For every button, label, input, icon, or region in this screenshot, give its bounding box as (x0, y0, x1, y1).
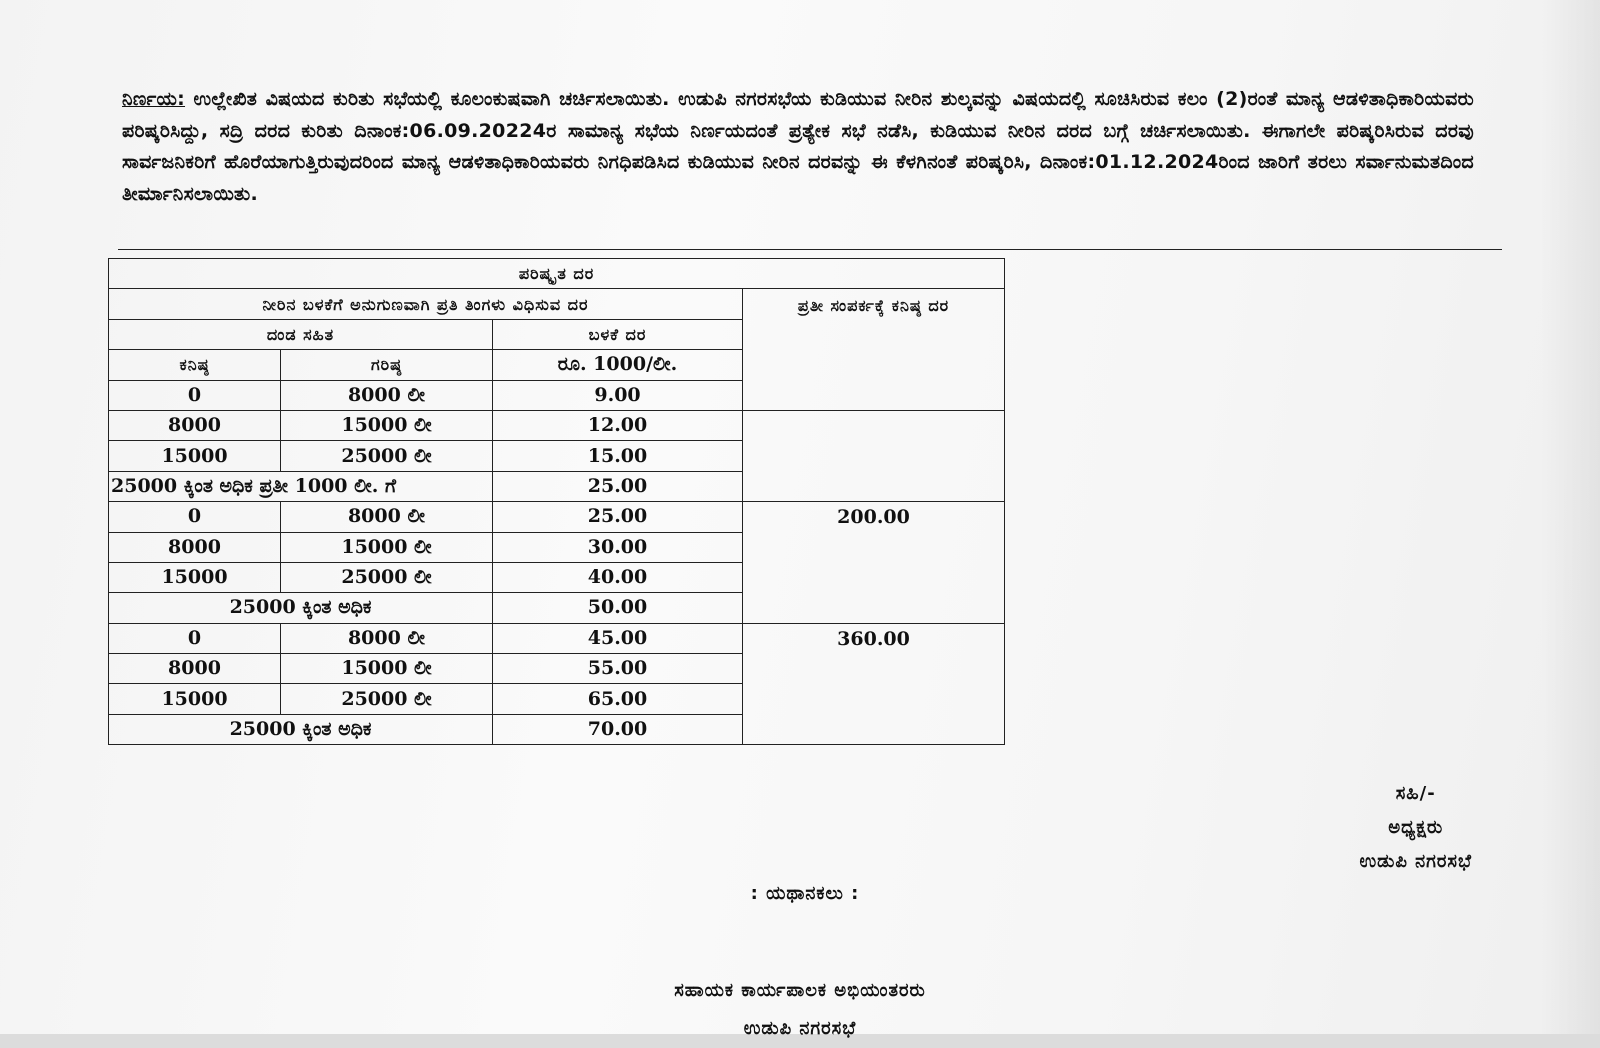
slab-rate: 25.00 (493, 471, 743, 501)
min-header: ಕನಿಷ್ಠ (109, 350, 281, 380)
table-row (109, 502, 1005, 532)
signature-block (1359, 777, 1472, 879)
slab-from: 8000 (109, 654, 281, 684)
slab-to: 15000 ಲೀ (281, 410, 493, 440)
slab-from: 0 (109, 380, 281, 410)
slab-rate: 70.00 (493, 714, 743, 744)
slab-rate: 65.00 (493, 684, 743, 714)
slab-above: 25000 ಕ್ಕಿಂತ ಅಧಿಕ (109, 714, 493, 744)
slab-rate: 40.00 (493, 562, 743, 592)
table-row (109, 441, 1005, 471)
table-row (109, 259, 1005, 289)
table-row (109, 623, 1005, 653)
revised-rate-table (108, 258, 1005, 745)
decision-paragraph (122, 84, 1474, 210)
slab-from: 15000 (109, 684, 281, 714)
slab-from: 15000 (109, 441, 281, 471)
slab-from: 8000 (109, 410, 281, 440)
signatory-office: ಉಡುಪಿ ನಗರಸಭೆ (1359, 851, 1472, 872)
copy-label: : ಯಥಾನಕಲು : (750, 883, 860, 904)
signed-mark: ಸಹಿ/- (1395, 783, 1436, 804)
slab-rate: 12.00 (493, 410, 743, 440)
divider-line (118, 249, 1502, 250)
signatory-title: ಅಧ್ಯಕ್ಷರು (1388, 817, 1444, 838)
min-connection-rate-header: ಪ್ರತೀ ಸಂಪರ್ಕಕ್ಕೆ ಕನಿಷ್ಠ ದರ (743, 289, 1005, 411)
table-row (109, 410, 1005, 440)
table-row (109, 471, 1005, 501)
slab-to: 15000 ಲೀ (281, 654, 493, 684)
usage-rate-unit: ರೂ. 1000/ಲೀ. (493, 350, 743, 380)
slab-above: 25000 ಕ್ಕಿಂತ ಅಧಿಕ (109, 593, 493, 623)
slab-above: 25000 ಕ್ಕಿಂತ ಅಧಿಕ ಪ್ರತೀ 1000 ಲೀ. ಗೆ (109, 471, 493, 501)
slab-rate: 15.00 (493, 441, 743, 471)
slab-from: 8000 (109, 532, 281, 562)
slab-rate: 9.00 (493, 380, 743, 410)
slab-from: 0 (109, 623, 281, 653)
slab-from: 0 (109, 502, 281, 532)
slab-to: 15000 ಲೀ (281, 532, 493, 562)
slab-rate: 30.00 (493, 532, 743, 562)
usage-rate-header: ಬಳಕೆ ದರ (493, 319, 743, 349)
slab-header: ದಂಡ ಸಹಿತ (109, 319, 493, 349)
slab-rate: 25.00 (493, 502, 743, 532)
recipient-block (0, 972, 1600, 1048)
slab-to: 25000 ಲೀ (281, 441, 493, 471)
slab-from: 15000 (109, 562, 281, 592)
recipient-designation: ಸಹಾಯಕ ಕಾರ್ಯಪಾಲಕ ಅಭಿಯಂತರರು (674, 980, 926, 1001)
decision-text: ಉಲ್ಲೇಖಿತ ವಿಷಯದ ಕುರಿತು ಸಭೆಯಲ್ಲಿ ಕೂಲಂಕುಷವಾಗಿ ಚರ್ಚಿಸಲಾಯಿತು. ಉಡುಪಿ ನಗರಸಭೆಯ ಕುಡಿಯುವ ನೀರಿನ ಶುಲ್ಕವನ್ನು ವಿಷಯದಲ್ಲಿ ಸೂಚಿಸಿರುವ ಕಲಂ (2)ರಂತೆ ಮಾನ್ಯ ಆಡಳಿತಾಧಿಕಾರಿಯವರು ಪರಿಷ್ಕರಿಸಿದ್ದು, ಸದ್ರಿ ದರದ ಕುರಿತು ದಿನಾಂಕ:06.09.20224ರ ಸಾಮಾನ್ಯ ಸಭೆಯ ನಿರ್ಣಯದಂತೆ ಪ್ರತ್ಯೇಕ ಸಭೆ ನಡೆಸಿ, ಕುಡಿಯುವ ನೀರಿನ ದರದ ಬಗ್ಗೆ ಚರ್ಚಿಸಲಾಯಿತು. ಈಗಾಗಲೇ ಪರಿಷ್ಕರಿಸಿರುವ ದರವು ಸಾರ್ವಜನಿಕರಿಗೆ ಹೊರೆಯಾಗುತ್ತಿರುವುದರಿಂದ ಮಾನ್ಯ ಆಡಳಿತಾಧಿಕಾರಿಯವರು ನಿಗಧಿಪಡಿಸಿದ ಕುಡಿಯುವ ನೀರಿನ ದರವನ್ನು ಈ ಕೆಳಗಿನಂತೆ ಪರಿಷ್ಕರಿಸಿ, ದಿನಾಂಕ:01.12.2024ರಿಂದ ಜಾರಿಗೆ ತರಲು ಸರ್ವಾನುಮತದಿಂದ ತೀರ್ಮಾನಿಸಲಾಯಿತು. (122, 88, 1474, 205)
slab-to: 25000 ಲೀ (281, 562, 493, 592)
table-row (109, 289, 1005, 319)
monthly-rate-header: ನೀರಿನ ಬಳಕೆಗೆ ಅನುಗುಣವಾಗಿ ಪ್ರತಿ ತಿಂಗಳು ವಿಧಿಸುವ ದರ (109, 289, 743, 319)
slab-to: 25000 ಲೀ (281, 684, 493, 714)
min-charge: 200.00 (743, 502, 1005, 624)
slab-rate: 55.00 (493, 654, 743, 684)
decision-label: ನಿರ್ಣಯ: (122, 88, 186, 110)
slab-rate: 45.00 (493, 623, 743, 653)
slab-to: 8000 ಲೀ (281, 623, 493, 653)
table-title: ಪರಿಷ್ಕೃತ ದರ (109, 259, 1005, 289)
max-header: ಗರಿಷ್ಠ (281, 350, 493, 380)
recipient-office: ಉಡುಪಿ ನಗರಸಭೆ (743, 1018, 857, 1039)
slab-to: 8000 ಲೀ (281, 502, 493, 532)
slab-rate: 50.00 (493, 593, 743, 623)
min-charge: 360.00 (743, 623, 1005, 745)
slab-to: 8000 ಲೀ (281, 380, 493, 410)
